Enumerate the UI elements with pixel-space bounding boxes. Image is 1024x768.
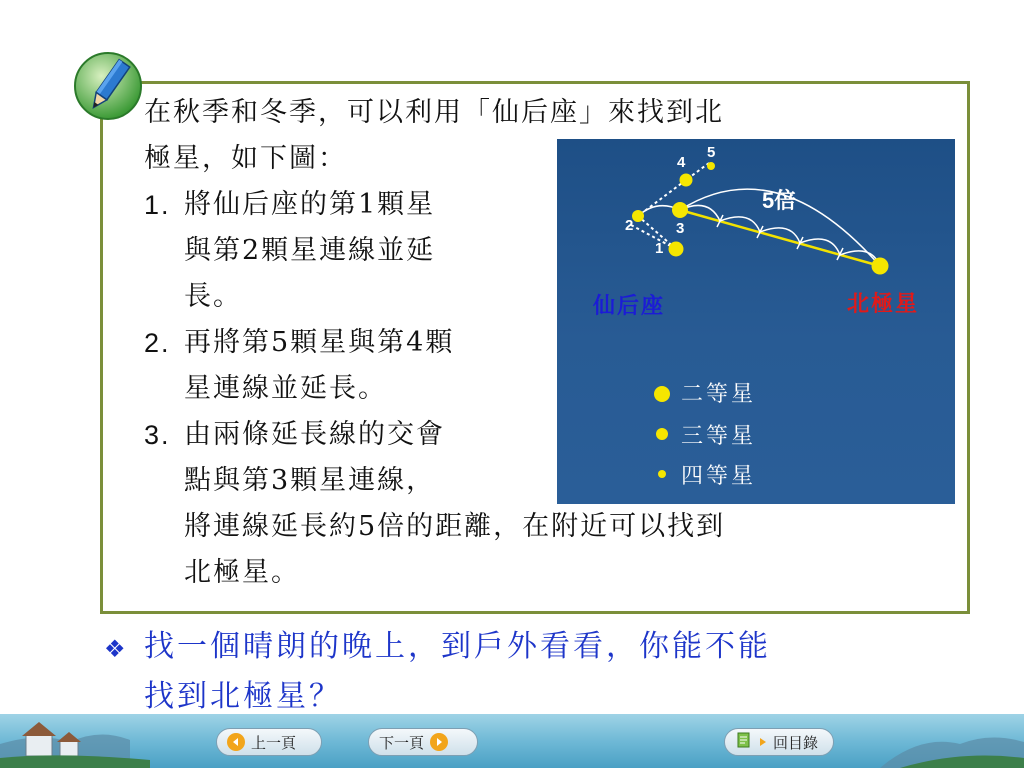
star-5 (707, 162, 715, 170)
legend-dot-3rd (656, 428, 668, 440)
document-icon (735, 731, 753, 753)
prev-page-button[interactable] (216, 728, 322, 756)
star-label-2: 2 (625, 217, 634, 234)
step-1-line-1: 將仙后座的第1顆星 (184, 189, 436, 220)
star-label-1: 1 (655, 240, 664, 257)
step-3-line-4: 北極星。 (184, 557, 300, 588)
footer-scenery (0, 714, 1024, 768)
next-page-label: 下一頁 (379, 733, 425, 752)
arrow-left-icon (227, 733, 245, 751)
diamond-bullet-icon: ❖ (104, 635, 129, 663)
step-1-line-3: 長。 (184, 281, 242, 312)
polaris-label: 北極星 (847, 291, 920, 317)
prev-page-label: 上一頁 (251, 733, 297, 752)
legend-3rd-magnitude: 三等星 (681, 424, 757, 449)
legend-4th-magnitude: 四等星 (681, 464, 757, 489)
star-1 (669, 242, 684, 257)
cassiopeia-label: 仙后座 (593, 293, 666, 319)
star-label-5: 5 (707, 144, 716, 161)
star-3 (672, 202, 688, 218)
extension-line (680, 210, 880, 266)
step-3-line-3: 將連線延長約5倍的距離，在附近可以找到 (184, 511, 726, 542)
step-1-line-2: 與第2顆星連線並延 (184, 235, 436, 266)
polaris-star (872, 258, 889, 275)
step-2-number: 2. (144, 328, 171, 358)
step-1-number: 1. (144, 190, 171, 220)
tip-line-1: 找一個晴朗的晚上，到戶外看看，你能不能 (144, 629, 771, 664)
multiplier-label: 5倍 (762, 188, 797, 213)
star-2 (632, 210, 644, 222)
step-3-line-1: 由兩條延長線的交會 (184, 419, 445, 450)
arrow-right-icon (430, 733, 448, 751)
legend-dot-4th (658, 470, 666, 478)
step-3-line-2: 點與第3顆星連線， (184, 465, 436, 496)
intro-line-2: 極星，如下圖： (144, 143, 347, 174)
next-page-button[interactable] (368, 728, 478, 756)
activity-tip (104, 622, 771, 722)
step-2-line-1: 再將第5顆星與第4顆 (184, 327, 455, 358)
polaris-diagram (557, 139, 955, 504)
step-3-number: 3. (144, 420, 171, 450)
step-2-line-2: 星連線並延長。 (184, 373, 387, 404)
tip-line-2: 找到北極星？ (144, 679, 342, 714)
star-label-4: 4 (677, 154, 686, 171)
table-of-contents-button[interactable] (724, 728, 834, 756)
star-label-3: 3 (676, 220, 685, 237)
intro-line-1: 在秋季和冬季，可以利用「仙后座」來找到北 (144, 97, 724, 128)
legend-dot-2nd (654, 386, 670, 402)
pencil-icon (72, 50, 144, 122)
footer-bar (0, 714, 1024, 768)
star-4 (680, 174, 693, 187)
toc-label: 回目錄 (773, 733, 819, 752)
arrow-small-icon (759, 733, 767, 751)
legend-2nd-magnitude: 二等星 (681, 382, 757, 407)
